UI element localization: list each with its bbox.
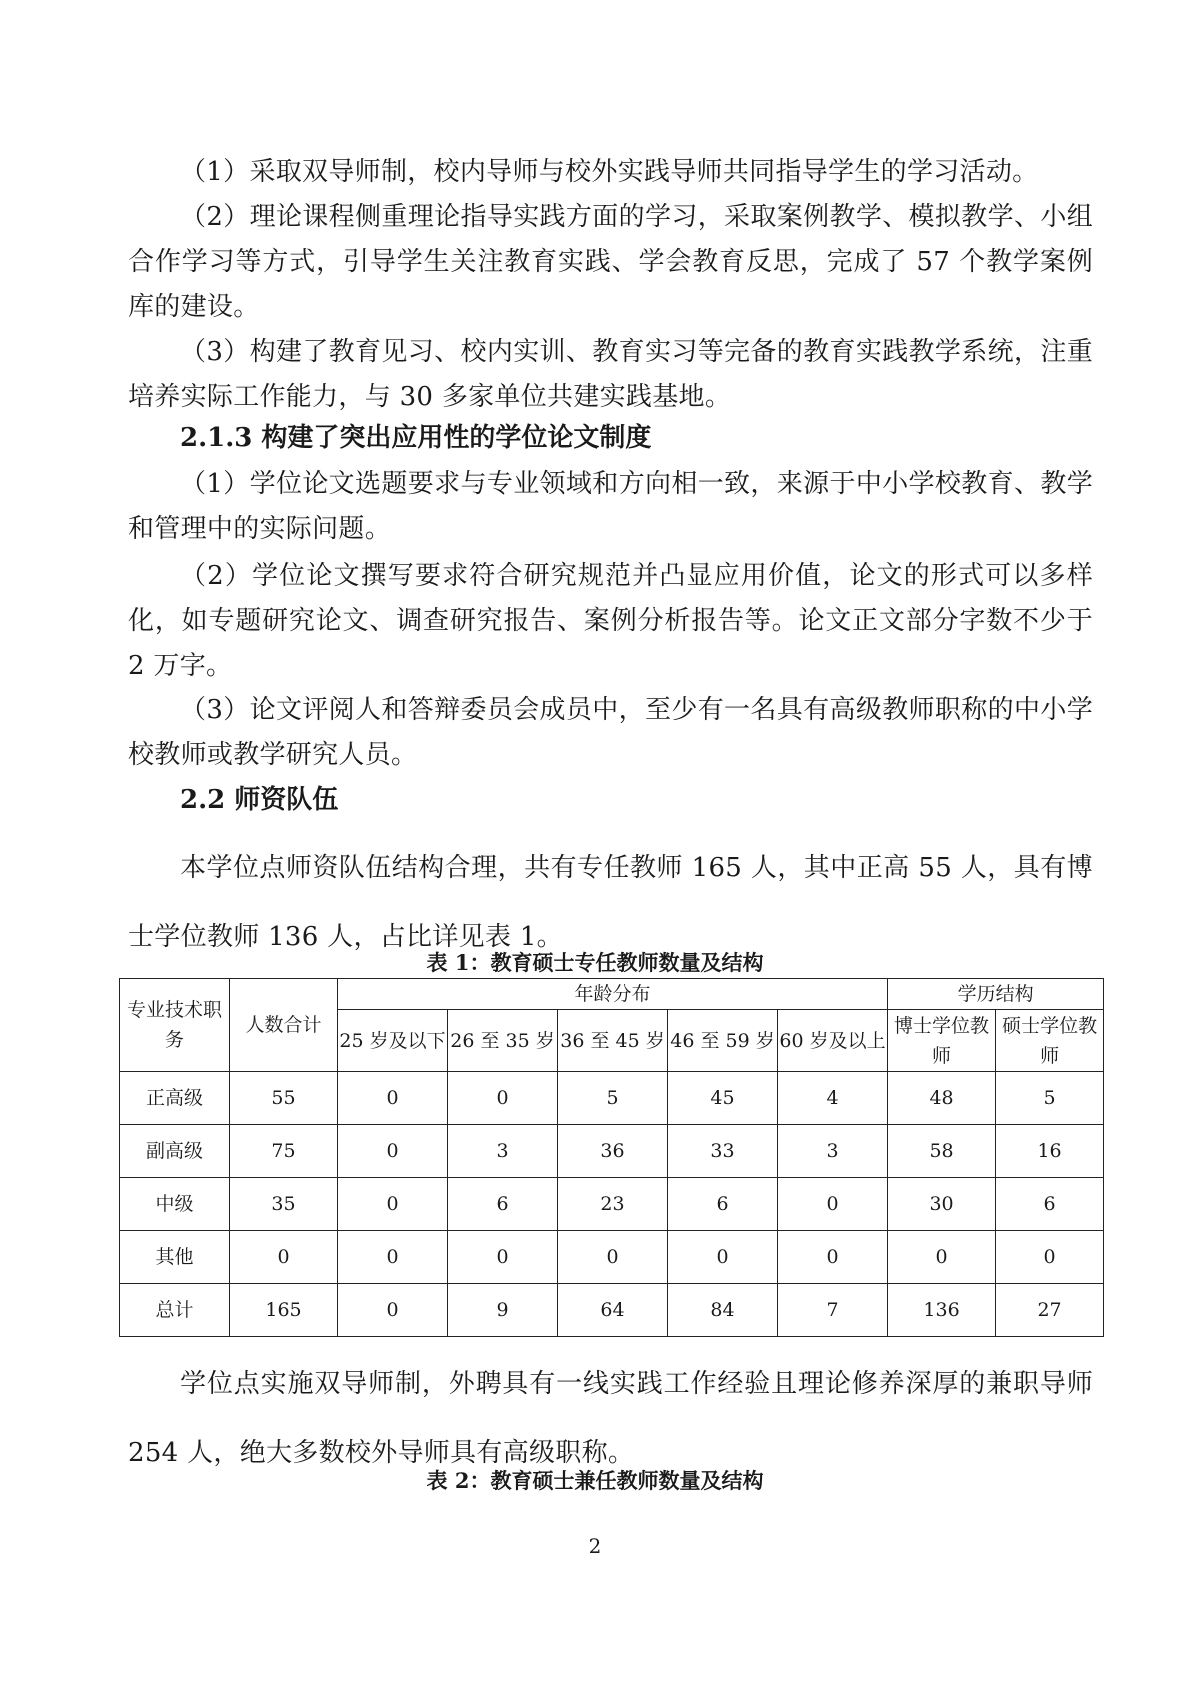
table-row [120,1284,1104,1337]
table-cell: 6 [668,1178,778,1231]
header-edu-group: 学历结构 [888,979,1104,1010]
row-title-cell: 正高级 [120,1072,230,1125]
paragraph-theory-courses: （2）理论课程侧重理论指导实践方面的学习，采取案例教学、模拟教学、小组合作学习等方式，引导学生关注教育实践、学会教育反思，完成了 57 个教学案例库的建设。 [128,202,1093,322]
table-cell: 75 [230,1125,338,1178]
table-cell: 0 [230,1231,338,1284]
page-number: 2 [588,1534,602,1558]
table-cell: 0 [448,1072,558,1125]
header-age-cell: 36 至 45 岁 [558,1010,668,1072]
row-title-cell: 中级 [120,1178,230,1231]
header-age-cell: 26 至 35 岁 [448,1010,558,1072]
table-cell: 55 [230,1072,338,1125]
heading-2-1-3: 2.1.3 构建了突出应用性的学位论文制度 [180,423,652,453]
faculty-table [119,978,1104,1337]
table-cell: 33 [668,1125,778,1178]
table-cell: 3 [778,1125,888,1178]
table-cell: 0 [338,1125,448,1178]
table-cell: 0 [338,1284,448,1337]
table-row [120,1231,1104,1284]
table-cell: 0 [778,1178,888,1231]
table-cell: 0 [338,1072,448,1125]
table-cell: 0 [778,1231,888,1284]
table2-caption: 表 2：教育硕士兼任教师数量及结构 [426,1468,764,1493]
paragraph-dual-mentor: （1）采取双导师制，校内导师与校外实践导师共同指导学生的学习活动。 [180,157,1039,187]
table-cell: 0 [668,1231,778,1284]
table1-caption: 表 1：教育硕士专任教师数量及结构 [426,950,764,975]
header-total-cell: 人数合计 [230,979,338,1072]
table-cell: 6 [996,1178,1104,1231]
paragraph-thesis-writing: （2）学位论文撰写要求符合研究规范并凸显应用价值，论文的形式可以多样化，如专题研究论文、调查研究报告、案例分析报告等。论文正文部分字数不少于 2 万字。 [128,561,1093,681]
header-edu-cell: 博士学位教师 [888,1010,996,1072]
paragraph-practice-system: （3）构建了教育见习、校内实训、教育实习等完备的教育实践教学系统，注重培养实际工作能力，与 30 多家单位共建实践基地。 [128,337,1093,412]
table-cell: 23 [558,1178,668,1231]
table-cell: 7 [778,1284,888,1337]
table-cell: 35 [230,1178,338,1231]
table-cell: 16 [996,1125,1104,1178]
table-cell: 64 [558,1284,668,1337]
row-title-cell: 总计 [120,1284,230,1337]
table-cell: 6 [448,1178,558,1231]
table-cell: 136 [888,1284,996,1337]
header-edu-cell: 硕士学位教师 [996,1010,1104,1072]
table-cell: 30 [888,1178,996,1231]
paragraph-faculty: 本学位点师资队伍结构合理，共有专任教师 165 人，其中正高 55 人，具有博士学位教师 136 人，占比详见表 1。 [128,853,1093,952]
table-cell: 3 [448,1125,558,1178]
table-cell: 165 [230,1284,338,1337]
table-cell: 0 [338,1231,448,1284]
table-cell: 0 [888,1231,996,1284]
row-title-cell: 其他 [120,1231,230,1284]
table-cell: 5 [558,1072,668,1125]
table-cell: 0 [448,1231,558,1284]
table-cell: 48 [888,1072,996,1125]
table-cell: 9 [448,1284,558,1337]
header-age-cell: 25 岁及以下 [338,1010,448,1072]
table-row [120,1072,1104,1125]
table-cell: 0 [558,1231,668,1284]
paragraph-thesis-review: （3）论文评阅人和答辩委员会成员中，至少有一名具有高级教师职称的中小学校教师或教学研究人员。 [128,695,1093,770]
table-cell: 4 [778,1072,888,1125]
paragraph-thesis-topic: （1）学位论文选题要求与专业领域和方向相一致，来源于中小学校教育、教学和管理中的实际问题。 [128,469,1093,544]
table-cell: 5 [996,1072,1104,1125]
row-title-cell: 副高级 [120,1125,230,1178]
heading-2-2: 2.2 师资队伍 [180,785,339,815]
header-title-cell: 专业技术职务 [120,979,230,1072]
table-cell: 0 [338,1178,448,1231]
table-cell: 58 [888,1125,996,1178]
header-age-cell: 46 至 59 岁 [668,1010,778,1072]
header-age-cell: 60 岁及以上 [778,1010,888,1072]
table-cell: 0 [996,1231,1104,1284]
paragraph-external-mentors: 学位点实施双导师制，外聘具有一线实践工作经验且理论修养深厚的兼职导师 254 人，绝大多数校外导师具有高级职称。 [128,1369,1093,1468]
table-cell: 84 [668,1284,778,1337]
table-row [120,1178,1104,1231]
table-cell: 36 [558,1125,668,1178]
header-age-group: 年龄分布 [338,979,888,1010]
table-cell: 45 [668,1072,778,1125]
table-cell: 27 [996,1284,1104,1337]
table-row [120,1125,1104,1178]
